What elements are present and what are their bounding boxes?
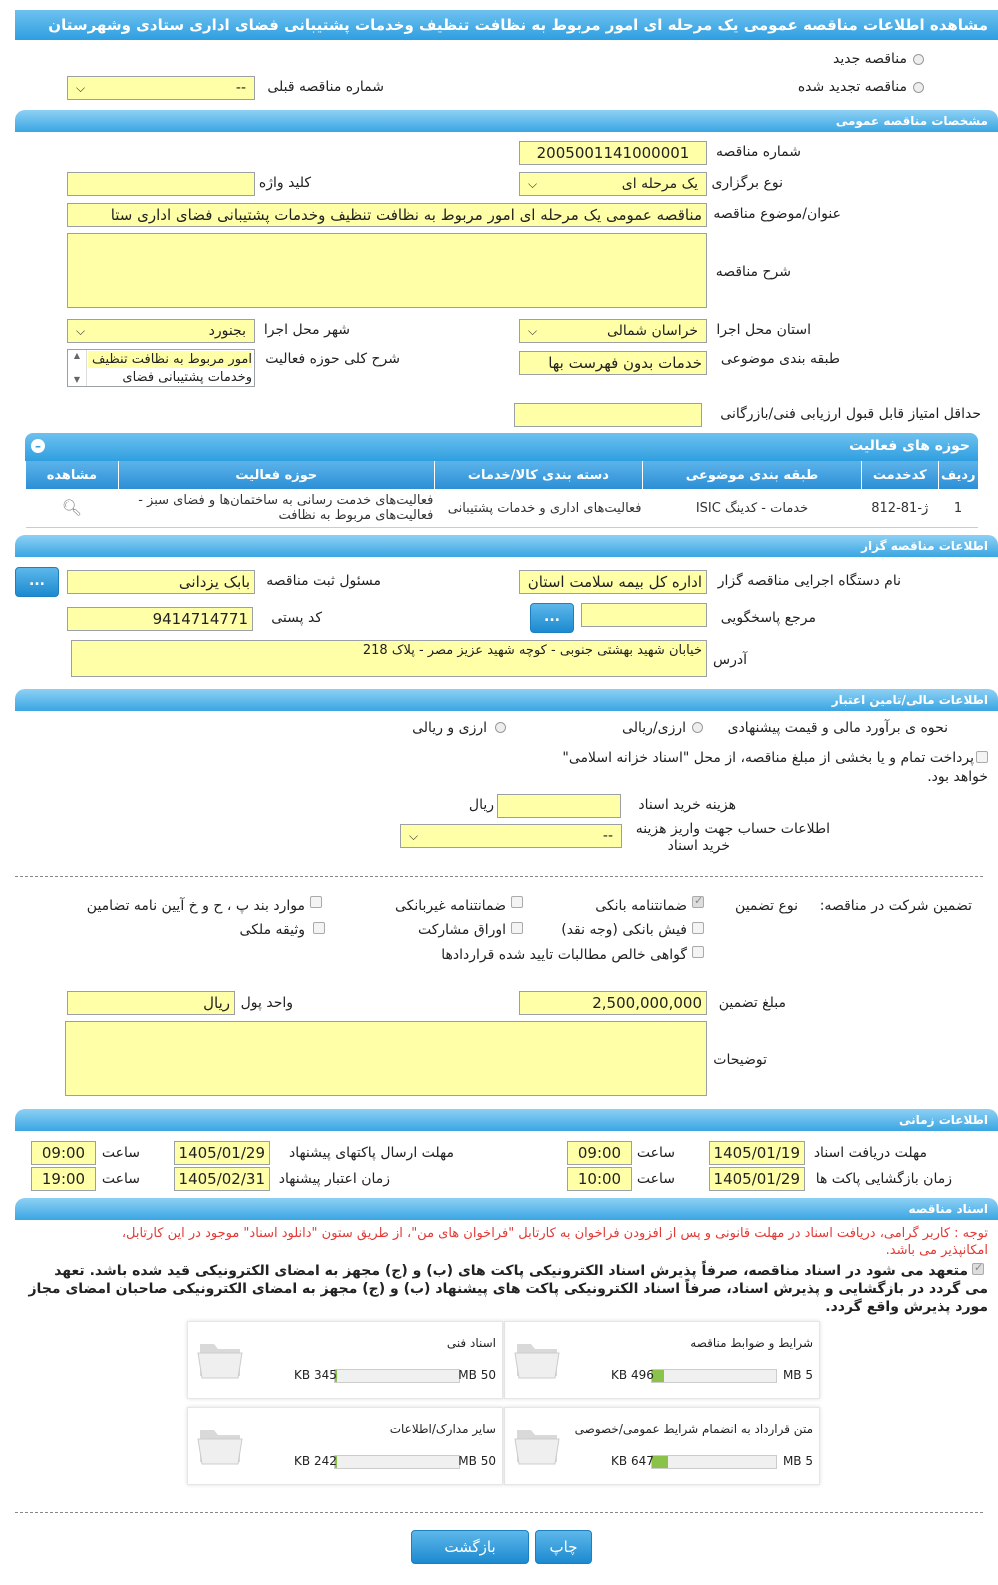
receive-time-field[interactable]: 09:00 [567,1141,632,1165]
prev-number-select[interactable] [67,76,255,100]
commit-line-1: متعهد می شود در اسناد مناقصه، صرفاً پذیرش اسناد الکترونیکی پاکت های (ب) و (ج) مجهز به امضای الکترونیکی قید شده باشد. تعهد [54,1263,968,1279]
prev-number-value: -- [235,80,246,96]
notice-line-2: امکانپذیر می باشد. [885,1243,988,1258]
back-button[interactable]: بازگشت [411,1530,529,1564]
valid-label: زمان اعتبار پیشنهاد [278,1171,390,1187]
file-title: اسناد فنی [446,1336,496,1350]
scope-line-2: وخدمات پشتیبانی فضای [122,370,252,385]
renewed-tender-radio[interactable] [913,82,924,93]
chevron-down-icon: ⌵ [409,829,419,843]
receipt-checkbox[interactable] [692,922,704,934]
collapse-icon[interactable]: – [31,439,45,453]
doc-cost-unit: ریال [468,797,494,813]
estimate-label: نحوه ی برآورد مالی و قیمت پیشنهادی [727,720,948,736]
bonds-checkbox[interactable] [511,922,523,934]
holding-value: یک مرحله ای [621,176,698,192]
renewed-tender-label: مناقصه تجدید شده [797,79,907,95]
rules-checkbox[interactable] [310,896,322,908]
org-field[interactable]: اداره کل بیمه سلامت استان [519,570,707,594]
province-select[interactable] [519,319,707,343]
general-header-text: مشخصات مناقصه عمومی [835,114,988,128]
file-max-size: 50 MB [458,1368,496,1382]
activities-table [25,461,978,528]
holding-type-select[interactable] [519,172,707,196]
property-checkbox[interactable] [313,922,325,934]
file-size-fill [652,1456,668,1468]
file-max-size: 50 MB [458,1454,496,1468]
cell-row: 1 [938,489,978,528]
bank-guarantee-checkbox[interactable]: ✓ [694,894,704,907]
folder-icon [513,1420,561,1466]
estimate-opt2-radio[interactable] [495,722,506,733]
rules-label: موارد بند پ ، ح و خ آیین نامه تضامین [86,898,305,914]
cell-group: فعالیت‌های اداری و خدمات پشتیبانی [434,489,642,528]
account-label-1: اطلاعات حساب جهت واریز هزینه [635,821,830,837]
account-value: -- [602,828,613,844]
chevron-down-icon: ⌵ [76,81,86,95]
receive-label: مهلت دریافت اسناد [813,1145,927,1161]
new-tender-label: مناقصه جدید [832,51,907,67]
commit-line-3: مورد پذیرش واقع گردد. [825,1299,988,1315]
file-size-bar [651,1455,777,1469]
city-value: بجنورد [208,323,246,339]
address-label: آدرس [713,652,747,668]
cell-scope: فعالیت‌های خدمت رسانی به ساختمان‌ها و فضای سبز - فعالیت‌های مربوط به نظافت [118,489,434,528]
commit-checkbox[interactable]: ✓ [974,1261,984,1274]
print-button[interactable]: چاپ [535,1530,592,1564]
ref-field[interactable] [581,603,707,627]
bonds-label: اوراق مشارکت [417,922,506,938]
receive-time-label: ساعت [636,1145,675,1161]
nonbank-guarantee-label: ضمانتنامه غیربانکی [394,898,506,914]
claims-label: گواهی خالص مطالبات تایید شده قراردادها [441,947,687,963]
open-label: زمان بازگشایی پاکت ها [815,1171,952,1187]
file-max-size: 5 MB [782,1368,813,1382]
category-label: طبقه بندی موضوعی [720,351,840,367]
organizer-section-header [15,535,998,557]
file-card[interactable] [504,1407,820,1485]
col-scope: حوزه فعالیت [118,461,434,489]
province-value: خراسان شمالی [606,323,698,339]
timing-section-header [15,1109,998,1131]
open-date-field[interactable]: 1405/01/29 [709,1167,805,1191]
divider [15,1512,983,1513]
open-time-label: ساعت [636,1171,675,1187]
doc-cost-field[interactable] [497,794,621,818]
send-date-field[interactable]: 1405/01/29 [174,1141,270,1165]
postal-field[interactable]: 9414714771 [67,607,253,631]
cell-category: خدمات - کدینگ ISIC [643,489,862,528]
keyword-label: کلید واژه [258,175,311,191]
new-tender-radio[interactable] [913,54,924,65]
guarantee-label: تضمین شرکت در مناقصه: [819,898,972,914]
keyword-field[interactable] [67,172,255,196]
receive-date-field[interactable]: 1405/01/19 [709,1141,805,1165]
organizer-header-text: اطلاعات مناقصه گزار [861,539,988,553]
estimate-opt2-label: ارزی و ریالی [412,720,487,736]
min-score-label: حداقل امتیاز قابل قبول ارزیابی فنی/بازرگانی [720,406,981,422]
description-textarea[interactable] [67,233,707,308]
file-title: شرایط و ضوابط مناقصه [690,1336,813,1350]
treasury-checkbox[interactable] [976,751,988,763]
nonbank-guarantee-checkbox[interactable] [511,896,523,908]
doc-cost-label: هزینه خرید اسناد [638,797,736,813]
valid-time-field[interactable]: 19:00 [31,1167,96,1191]
cell-code: ژ-81-812 [861,489,938,528]
col-group: دسته بندی کالا/خدمات [434,461,642,489]
send-label: مهلت ارسال پاکتهای پیشنهاد [288,1145,454,1161]
guarantee-type-label: نوع تضمین [735,898,798,914]
file-title: سایر مدارک/اطلاعات [389,1422,496,1436]
finance-header-text: اطلاعات مالی/تامین اعتبار [831,693,988,707]
city-select[interactable] [67,319,255,343]
documents-section-header [15,1198,998,1220]
chevron-down-icon: ⌵ [528,324,538,338]
file-card[interactable] [504,1321,820,1399]
notes-label: توضیحات [713,1052,767,1068]
city-label: شهر محل اجرا [263,322,350,338]
col-code: کدخدمت [861,461,938,489]
file-size-fill [652,1370,664,1382]
file-size-bar [334,1455,460,1469]
address-field[interactable]: خیابان شهید بهشتی جنوبی - کوچه شهید عزیز مصر - پلاک 218 [71,640,707,677]
send-time-field[interactable]: 09:00 [31,1141,96,1165]
divider [15,876,983,877]
org-label: نام دستگاه اجرایی مناقصه گزار [717,573,901,589]
valid-date-field[interactable]: 1405/02/31 [174,1167,270,1191]
resp-lookup-button[interactable]: ... [15,567,59,597]
page-title: مشاهده اطلاعات مناقصه عمومی یک مرحله ای امور مربوط به نظافت تنظیف وخدمات پشتیبانی فضای اداری ستادی وشهرستان [48,16,988,34]
desc-label: شرح مناقصه [715,264,791,280]
claims-checkbox[interactable] [692,946,704,958]
currency-label: واحد پول [240,995,293,1011]
estimate-opt1-label: ارزی/ریالی [622,720,686,736]
postal-label: کد پستی [271,610,322,626]
notice-line-1: توجه : کاربر گرامی، دریافت اسناد در مهلت قانونی و پس از افزودن فراخوان به کارتابل "فراخوان های من"، از طریق ستون "دانلود اسناد" موجود در این کارتابل، [121,1226,988,1241]
folder-icon [196,1334,244,1380]
estimate-opt1-radio[interactable] [692,722,703,733]
magnifier-icon[interactable]: 🔍︎ [61,497,83,517]
bank-guarantee-label: ضمانتنامه بانکی [595,898,687,914]
documents-header-text: اسناد مناقصه [908,1202,988,1216]
min-score-field[interactable] [514,403,702,427]
file-card[interactable] [187,1407,503,1485]
table-row [26,489,979,528]
receipt-label: فیش بانکی (وجه نقد) [561,922,687,938]
open-time-field[interactable]: 10:00 [567,1167,632,1191]
file-size-bar [651,1369,777,1383]
subject-field[interactable]: مناقصه عمومی یک مرحله ای امور مربوط به نظافت تنظیف وخدمات پشتیبانی فضای اداری ستا [67,203,707,227]
resp-field[interactable]: بابک یزدانی [67,570,255,594]
file-size: 496 KB [611,1368,654,1382]
chevron-down-icon: ⌵ [528,177,538,191]
file-max-size: 5 MB [782,1454,813,1468]
resp-label: مسئول ثبت مناقصه [266,573,381,589]
listbox-scrollbar[interactable]: ▲ ▼ [68,350,87,386]
col-view: مشاهده [26,461,119,489]
treasury-line-2: خواهد بود. [927,769,988,785]
folder-icon [513,1334,561,1380]
scope-line-1: امور مربوط به نظافت تنظیف [88,351,252,368]
view-cell[interactable] [26,489,119,528]
scope-label: شرح کلی حوزه فعالیت [265,351,400,367]
amount-label: مبلغ تضمین [718,995,786,1011]
category-field[interactable]: خدمات بدون فهرست بها [519,351,707,375]
general-section-header [15,110,998,132]
account-label-2: خرید اسناد [667,838,730,854]
timing-header-text: اطلاعات زمانی [899,1113,988,1127]
col-row: ردیف [938,461,978,489]
chevron-down-icon: ⌵ [76,324,86,338]
currency-field[interactable]: ریال [67,991,235,1015]
file-size: 345 KB [294,1368,337,1382]
commit-line-2: می گردد در بازگشایی و پذیرش اسناد، صرفاً اسناد الکترونیکی پاکت های پیشنهاد (ب) و (ج) مجهز به امضای الکترونیکی صاحبان امضای مجاز [28,1281,988,1297]
file-size: 647 KB [611,1454,654,1468]
amount-field[interactable]: 2,500,000,000 [519,991,707,1015]
ref-lookup-button[interactable]: ... [530,603,574,633]
subject-label: عنوان/موضوع مناقصه [713,206,841,222]
property-label: وثیقه ملکی [239,922,305,938]
account-select[interactable] [400,824,622,848]
notes-textarea[interactable] [65,1021,707,1096]
file-size-bar [334,1369,460,1383]
activities-header [25,433,978,461]
holding-label: نوع برگزاری [711,175,783,191]
file-card[interactable] [187,1321,503,1399]
activities-title: حوزه های فعالیت [849,438,970,454]
send-time-label: ساعت [101,1145,140,1161]
prev-number-label: شماره مناقصه قبلی [267,79,384,95]
file-title: متن قرارداد به انضمام شرایط عمومی/خصوصی [574,1422,813,1436]
page-title-bar [15,10,998,40]
treasury-line-1: پرداخت تمام و یا بخشی از مبلغ مناقصه، از محل "اسناد خزانه اسلامی" [562,750,974,766]
folder-icon [196,1420,244,1466]
scope-listbox[interactable] [67,349,255,387]
finance-section-header [15,689,998,711]
valid-time-label: ساعت [101,1171,140,1187]
file-size: 242 KB [294,1454,337,1468]
tender-number-field[interactable]: 2005001141000001 [519,141,707,165]
ref-label: مرجع پاسخگویی [720,610,816,626]
province-label: استان محل اجرا [716,322,811,338]
col-category: طبقه بندی موضوعی [643,461,862,489]
number-label: شماره مناقصه [716,144,801,160]
